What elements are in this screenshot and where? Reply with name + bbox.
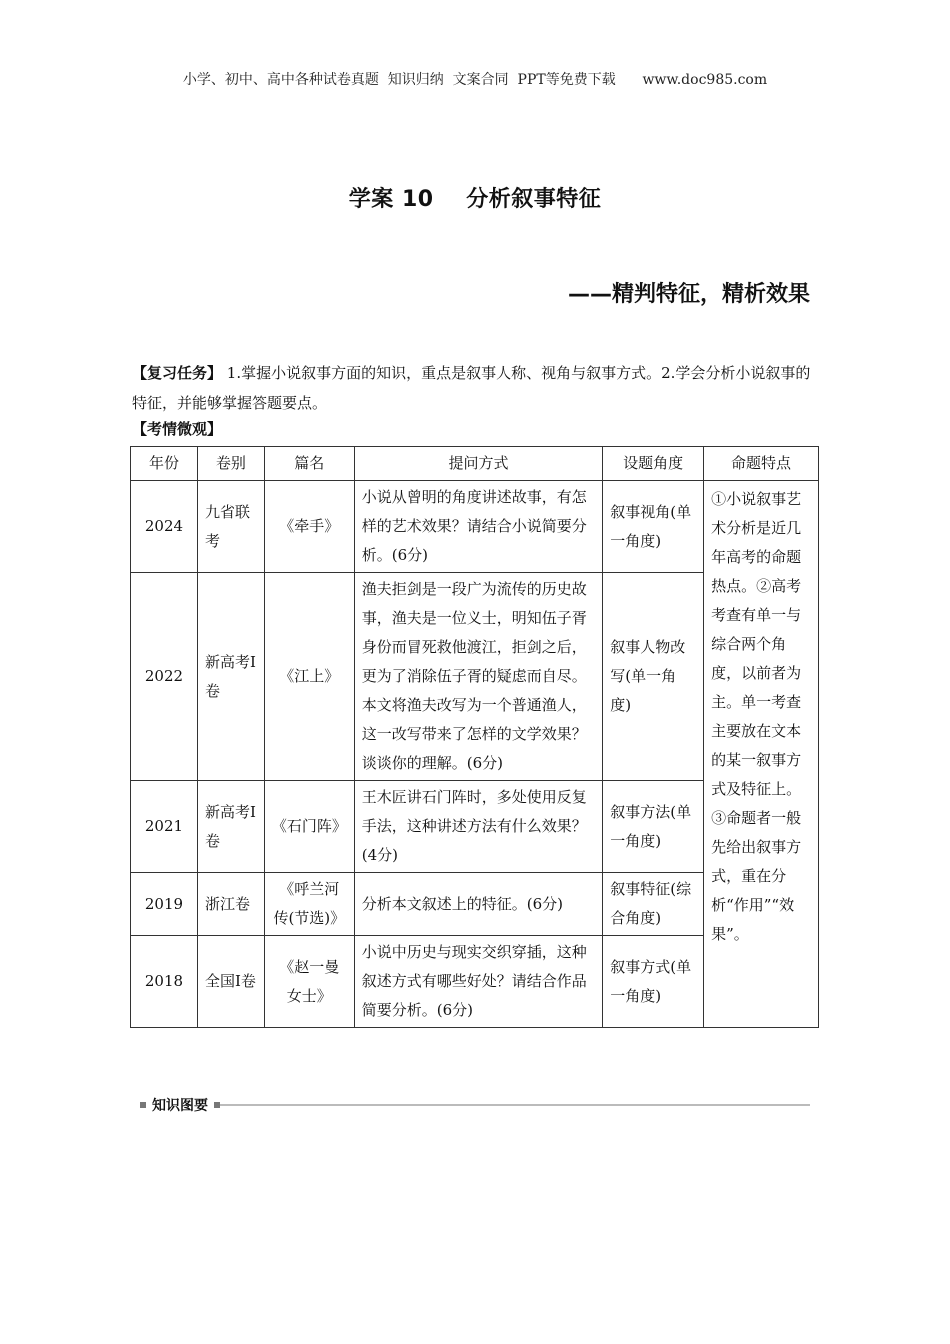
header-paper: 卷别 xyxy=(197,447,264,481)
cell-title: 《石门阵》 xyxy=(264,781,354,873)
exam-trend-label: 【考情微观】 xyxy=(132,420,223,438)
cell-angle: 叙事人物改写(单一角度) xyxy=(603,573,704,781)
cell-question: 小说从曾明的角度讲述故事，有怎样的艺术效果？请结合小说简要分析。(6分) xyxy=(354,481,603,573)
cell-angle: 叙事特征(综合角度) xyxy=(603,873,704,936)
cell-angle: 叙事视角(单一角度) xyxy=(603,481,704,573)
section-label: 知识图要 xyxy=(152,1098,208,1114)
cell-angle: 叙事方法(单一角度) xyxy=(603,781,704,873)
cell-year: 2022 xyxy=(131,573,198,781)
cell-year: 2024 xyxy=(131,481,198,573)
cell-title: 《赵一曼女士》 xyxy=(264,936,354,1028)
cell-question: 王木匠讲石门阵时，多处使用反复手法，这种讲述方法有什么效果？(4分) xyxy=(354,781,603,873)
header-year: 年份 xyxy=(131,447,198,481)
header-title: 篇名 xyxy=(264,447,354,481)
header-angle: 设题角度 xyxy=(603,447,704,481)
section-divider xyxy=(220,1104,810,1106)
cell-paper: 新高考Ⅰ卷 xyxy=(197,781,264,873)
cell-paper: 九省联考 xyxy=(197,481,264,573)
cell-question: 小说中历史与现实交织穿插，这种叙述方式有哪些好处？请结合作品简要分析。(6分) xyxy=(354,936,603,1028)
exam-trend-table xyxy=(130,446,819,1028)
page-header: 小学、初中、高中各种试卷真题 知识归纳 文案合同 PPT等免费下载 www.doc985.com xyxy=(182,72,768,88)
header-features: 命题特点 xyxy=(704,447,819,481)
cell-features: ①小说叙事艺术分析是近几年高考的命题热点。②高考考查有单一与综合两个角度，以前者为主。单一考查主要放在文本的某一叙事方式及特征上。③命题者一般先给出叙事方式，重在分析“作用”“效果”。 xyxy=(704,481,819,1028)
section-knowledge-map xyxy=(140,1094,810,1116)
cell-year: 2019 xyxy=(131,873,198,936)
table-row xyxy=(131,481,819,573)
cell-year: 2018 xyxy=(131,936,198,1028)
cell-title: 《江上》 xyxy=(264,573,354,781)
cell-title: 《牵手》 xyxy=(264,481,354,573)
section-bullet-icon xyxy=(140,1102,146,1108)
review-task-label: 【复习任务】 xyxy=(132,364,223,382)
cell-angle: 叙事方式(单一角度) xyxy=(603,936,704,1028)
cell-paper: 全国Ⅰ卷 xyxy=(197,936,264,1028)
cell-paper: 新高考Ⅰ卷 xyxy=(197,573,264,781)
cell-paper: 浙江卷 xyxy=(197,873,264,936)
review-task xyxy=(132,358,817,418)
page-subtitle: ——精判特征，精析效果 xyxy=(567,282,810,307)
review-task-text: 1.掌握小说叙事方面的知识，重点是叙事人称、视角与叙事方式。2.学会分析小说叙事的特征，并能够掌握答题要点。 xyxy=(132,364,811,412)
cell-year: 2021 xyxy=(131,781,198,873)
table-header-row xyxy=(131,447,819,481)
cell-question: 分析本文叙述上的特征。(6分) xyxy=(354,873,603,936)
cell-question: 渔夫拒剑是一段广为流传的历史故事，渔夫是一位义士，明知伍子胥身份而冒死救他渡江，拒剑之后，更为了消除伍子胥的疑虑而自尽。本文将渔夫改写为一个普通渔人，这一改写带来了怎样的文学效果？谈谈你的理解。(6分) xyxy=(354,573,603,781)
header-question: 提问方式 xyxy=(354,447,603,481)
cell-title: 《呼兰河传(节选)》 xyxy=(264,873,354,936)
page-title: 学案 10 分析叙事特征 xyxy=(348,187,602,212)
